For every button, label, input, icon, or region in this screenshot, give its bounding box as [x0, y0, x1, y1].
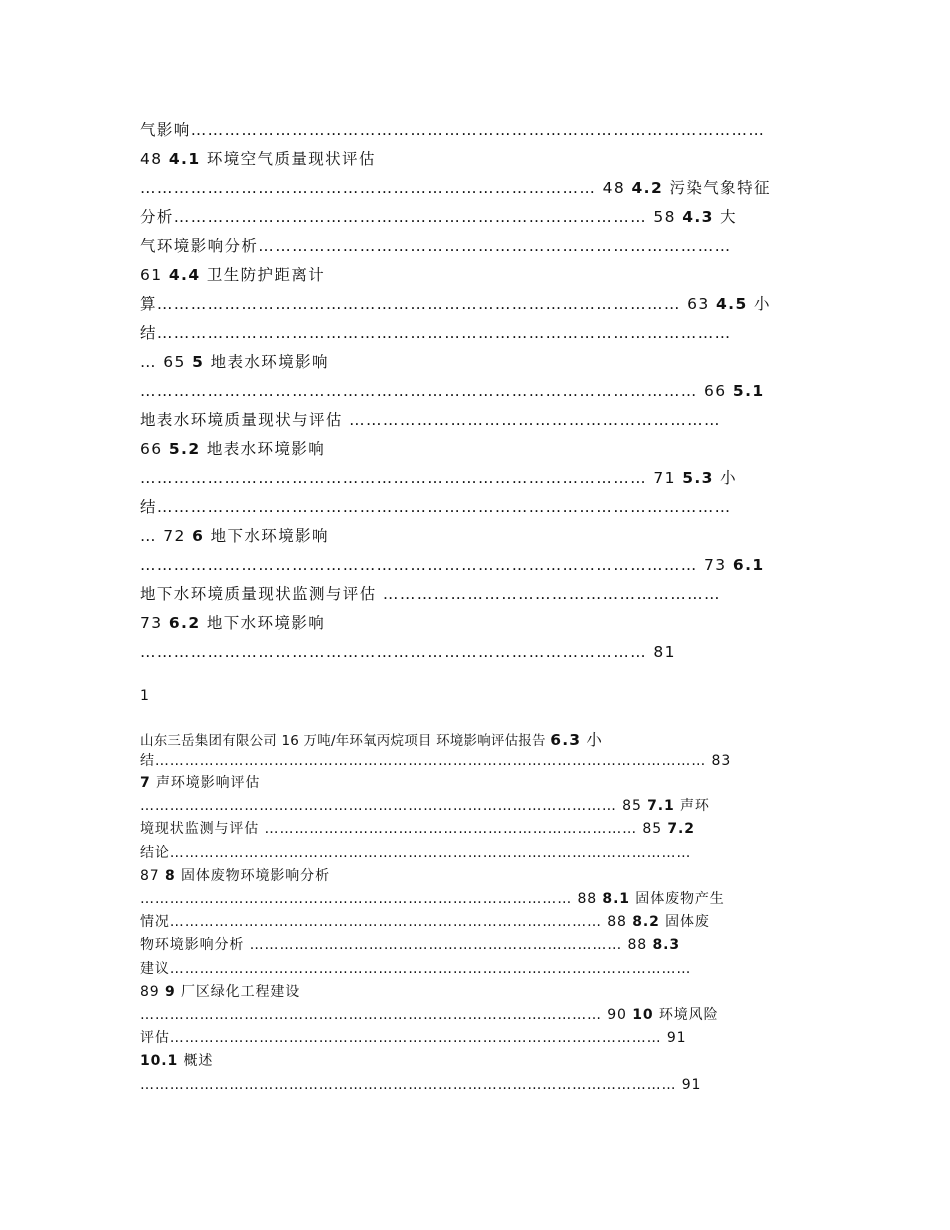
toc-line — [140, 149, 376, 169]
toc-text: 73 — [140, 614, 169, 632]
toc-text: 小 — [713, 469, 738, 487]
toc-text: 地表水环境影响 — [204, 353, 329, 371]
toc-text: 结………………………………………………………………………………………………… 83 — [140, 753, 732, 769]
toc-text: ………………………………………………………………………………… 90 — [140, 1007, 633, 1023]
toc-text: 小 — [747, 295, 771, 313]
toc-line — [140, 866, 330, 886]
toc-text: ……………………………………………………………………………………… 73 — [140, 556, 733, 574]
toc-line — [140, 1075, 701, 1095]
section-number: 4.1 — [168, 150, 201, 168]
toc-line — [140, 642, 676, 662]
toc-text: 分析………………………………………………………………………… 58 — [140, 208, 683, 226]
toc-text: ……………………………………………………………………………… 81 — [140, 643, 676, 661]
toc-text: 地下水环境质量现状监测与评估 …………………………………………………… — [140, 585, 721, 603]
section-number: 4.2 — [631, 179, 664, 197]
toc-line — [140, 323, 732, 343]
section-number: 4.5 — [715, 295, 748, 313]
toc-line — [140, 843, 691, 863]
toc-text: 厂区绿化工程建设 — [175, 984, 301, 1000]
toc-line — [140, 935, 680, 955]
toc-text: 环境空气质量现状评估 — [200, 150, 376, 168]
toc-text: 物环境影响分析 ………………………………………………………………… 88 — [140, 937, 653, 953]
toc-line — [140, 468, 737, 488]
toc-text: 固体废物环境影响分析 — [175, 868, 330, 884]
section-number: 4.3 — [682, 208, 714, 226]
toc-line — [140, 439, 325, 459]
toc-line — [140, 982, 300, 1002]
section-number: 8.1 — [602, 891, 630, 907]
toc-line — [140, 410, 721, 430]
section-number: 5.3 — [682, 469, 714, 487]
toc-text: 境现状监测与评估 ………………………………………………………………… 85 — [140, 821, 668, 837]
toc-text: 87 — [140, 868, 165, 884]
toc-line — [140, 773, 260, 793]
section-number: 7.2 — [667, 821, 695, 837]
toc-text: 声环 — [674, 798, 710, 814]
page-header — [140, 728, 602, 750]
toc-text: ……………………………………………………………………………… 71 — [140, 469, 683, 487]
toc-text: 卫生防护距离计 — [200, 266, 326, 284]
section-number: 4.4 — [168, 266, 201, 284]
toc-text: …………………………………………………………………………… 88 — [140, 891, 603, 907]
toc-line — [140, 178, 771, 198]
toc-line — [140, 751, 731, 771]
toc-text: …………………………………………………………………………………… 85 — [140, 798, 648, 814]
section-number: 8 — [164, 868, 176, 884]
toc-text: … 72 — [140, 527, 193, 545]
toc-line — [140, 584, 721, 604]
toc-line — [140, 959, 691, 979]
toc-text: 89 — [140, 984, 165, 1000]
toc-text: ……………………………………………………………………………………………… 91 — [140, 1077, 702, 1093]
toc-text: 地表水环境质量现状与评估 ………………………………………………………… — [140, 411, 721, 429]
toc-line — [140, 1028, 686, 1048]
section-number: 7.1 — [647, 798, 675, 814]
toc-text: 污染气象特征 — [663, 179, 771, 197]
toc-line — [140, 265, 325, 285]
toc-line — [140, 497, 732, 517]
toc-text: 结论…………………………………………………………………………………………… — [140, 845, 692, 861]
section-number: 9 — [164, 984, 176, 1000]
toc-text: 地表水环境影响 — [200, 440, 326, 458]
toc-text: ……………………………………………………………………… 48 — [140, 179, 632, 197]
toc-line — [140, 381, 765, 401]
toc-line — [140, 1051, 213, 1071]
section-number: 7 — [140, 775, 151, 791]
toc-text: 概述 — [178, 1053, 214, 1069]
toc-text: 建议…………………………………………………………………………………………… — [140, 961, 692, 977]
toc-text: 61 — [140, 266, 169, 284]
toc-text: ……………………………………………………………………………………… 66 — [140, 382, 733, 400]
toc-text: 固体废 — [659, 914, 710, 930]
toc-text: 固体废物产生 — [629, 891, 725, 907]
section-number: 5.1 — [732, 382, 765, 400]
toc-line — [140, 555, 765, 575]
toc-line — [140, 819, 695, 839]
section-number: 5.2 — [168, 440, 201, 458]
toc-line — [140, 613, 325, 633]
toc-line — [140, 236, 732, 256]
toc-line — [140, 912, 710, 932]
toc-text: 环境风险 — [653, 1007, 719, 1023]
section-number: 10 — [632, 1007, 654, 1023]
toc-line — [140, 207, 737, 227]
toc-text: 大 — [713, 208, 738, 226]
toc-line — [140, 526, 329, 546]
toc-text: 48 — [140, 150, 169, 168]
toc-text: 评估……………………………………………………………………………………… 91 — [140, 1030, 687, 1046]
toc-text: 地下水环境影响 — [204, 527, 329, 545]
toc-line — [140, 352, 329, 372]
toc-text: 声环境影响评估 — [150, 775, 261, 791]
toc-line — [140, 1005, 718, 1025]
section-number: 10.1 — [140, 1053, 179, 1069]
toc-line — [140, 120, 765, 140]
toc-text: 气环境影响分析………………………………………………………………………… — [140, 237, 732, 255]
toc-text: 情况…………………………………………………………………………… 88 — [140, 914, 633, 930]
toc-text: 气影响………………………………………………………………………………………… — [140, 121, 766, 139]
toc-text: 结………………………………………………………………………………………… — [140, 324, 732, 342]
section-number: 6.2 — [168, 614, 201, 632]
section-number: 6.1 — [732, 556, 765, 574]
toc-line — [140, 796, 710, 816]
toc-text: 结………………………………………………………………………………………… — [140, 498, 732, 516]
toc-text: 算………………………………………………………………………………… 63 — [140, 295, 716, 313]
section-number: 5 — [192, 353, 205, 371]
section-number: 8.3 — [652, 937, 680, 953]
section-number: 6 — [192, 527, 205, 545]
header-text: 山东三岳集团有限公司 16 万吨/年环氧丙烷项目 环境影响评估报告 — [140, 733, 551, 749]
section-number: 6.3 — [550, 731, 582, 749]
toc-text: 地下水环境影响 — [200, 614, 326, 632]
toc-line — [140, 889, 725, 909]
section-number: 8.2 — [632, 914, 660, 930]
toc-text: 66 — [140, 440, 169, 458]
page-number: 1 — [140, 688, 149, 704]
header-text: 小 — [581, 731, 603, 749]
toc-line — [140, 294, 771, 314]
toc-text: … 65 — [140, 353, 193, 371]
